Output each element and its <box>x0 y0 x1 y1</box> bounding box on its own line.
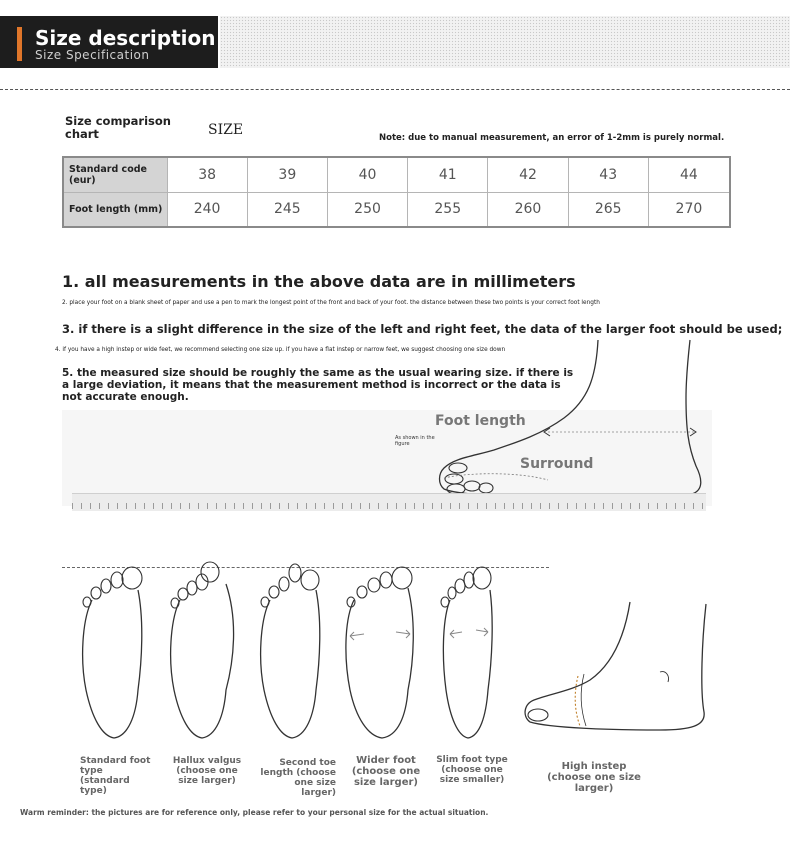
table-row <box>63 192 730 227</box>
size-cell: 41 <box>408 157 488 192</box>
size-cell: 43 <box>568 157 648 192</box>
warm-reminder: Warm reminder: the pictures are for reference only, please refer to your personal size for the actual situation. <box>20 808 489 817</box>
second-toe-foot-icon <box>252 560 332 745</box>
page-title: Size description <box>35 26 216 50</box>
length-cell: 255 <box>408 192 488 227</box>
row-header-standard-code: Standard code (eur) <box>63 157 167 192</box>
length-cell: 245 <box>247 192 327 227</box>
length-cell: 240 <box>167 192 247 227</box>
size-cell: 44 <box>648 157 730 192</box>
page-subtitle: Size Specification <box>35 48 150 62</box>
length-cell: 270 <box>648 192 730 227</box>
caption-wide-foot: Wider foot (choose one size larger) <box>351 755 421 788</box>
as-shown-note: As shown in the figure <box>395 435 435 447</box>
header-accent-bar <box>17 27 22 61</box>
caption-second-toe: Second toe length (choose one size larger) <box>260 758 336 798</box>
measurement-3: 3. if there is a slight difference in the size of the left and right feet, the data of the larger foot should be used; <box>62 322 783 336</box>
chart-label: Size comparison chart <box>65 114 171 141</box>
standard-foot-icon <box>74 560 154 745</box>
high-instep-foot-icon <box>520 600 710 735</box>
caption-hallux-valgus: Hallux valgus (choose one size larger) <box>172 756 242 786</box>
header-pattern <box>220 16 790 68</box>
size-label: SIZE <box>208 122 244 138</box>
slim-foot-icon <box>430 560 510 745</box>
size-cell: 40 <box>327 157 407 192</box>
length-cell: 250 <box>327 192 407 227</box>
caption-slim-foot: Slim foot type (choose one size smaller) <box>436 755 508 785</box>
row-header-foot-length: Foot length (mm) <box>63 192 167 227</box>
wide-foot-icon <box>340 560 424 745</box>
size-cell: 38 <box>167 157 247 192</box>
measurement-4: 4. if you have a high instep or wide feet, we recommend selecting one size up. if you have a flat instep or narrow feet, we suggest choosing one size down <box>55 347 506 353</box>
measurement-5: 5. the measured size should be roughly the same as the usual wearing size. if there is a large deviation, it means that the measurement method is incorrect or the data is not accurate enough. <box>62 367 574 403</box>
size-cell: 39 <box>247 157 327 192</box>
size-table <box>62 156 731 228</box>
divider <box>0 89 790 90</box>
measurement-2: 2. place your foot on a blank sheet of paper and use a pen to mark the longest point of the front and back of your foot. the distance between these two points is your correct foot length <box>62 300 600 306</box>
measurement-note: Note: due to manual measurement, an error of 1-2mm is purely normal. <box>379 133 725 143</box>
table-row <box>63 157 730 192</box>
size-cell: 42 <box>488 157 568 192</box>
ruler <box>72 493 706 511</box>
surround-label: Surround <box>520 456 594 472</box>
hallux-valgus-foot-icon <box>162 560 242 745</box>
foot-length-label: Foot length <box>435 413 526 429</box>
caption-high-instep: High instep (choose one size larger) <box>547 761 641 794</box>
caption-standard-foot: Standard foot type (standard type) <box>80 756 151 796</box>
measurement-1: 1. all measurements in the above data are in millimeters <box>62 272 576 291</box>
length-cell: 265 <box>568 192 648 227</box>
length-cell: 260 <box>488 192 568 227</box>
